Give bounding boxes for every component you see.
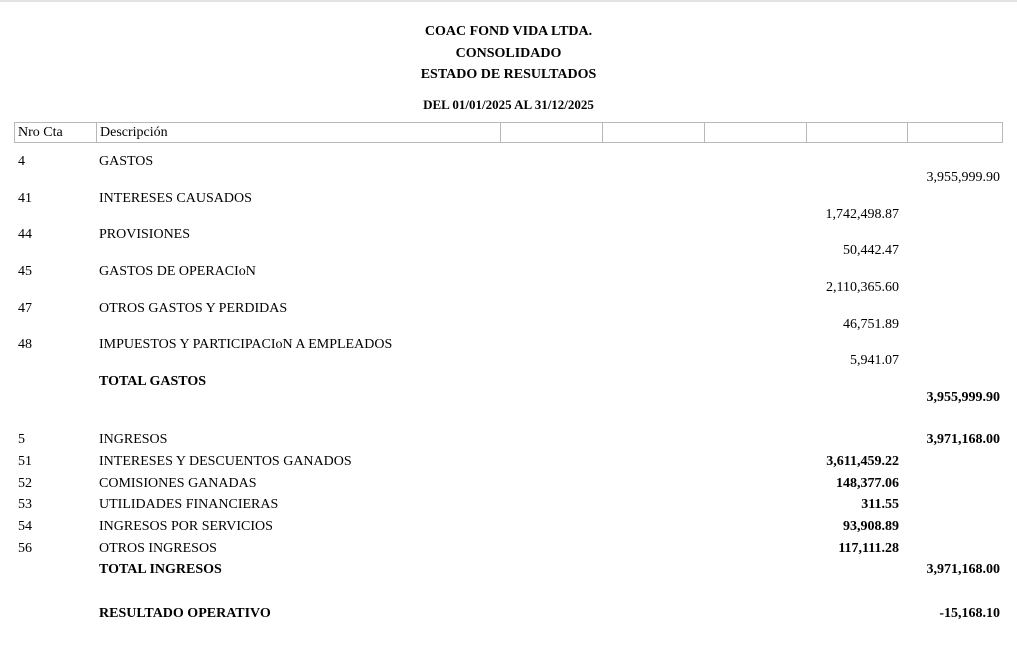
column-empty-1 — [501, 123, 603, 143]
column-header-row — [14, 122, 1003, 143]
account-number: 48 — [18, 337, 32, 352]
report-scope: CONSOLIDADO — [455, 46, 562, 61]
account-number: 4 — [18, 154, 25, 169]
column-description: Descripción — [97, 123, 501, 143]
account-amount: 46,751.89 — [843, 317, 899, 332]
account-amount: 117,111.28 — [838, 541, 899, 556]
account-amount: 3,611,459.22 — [826, 454, 899, 469]
account-number: 5 — [18, 432, 25, 447]
account-number: 44 — [18, 227, 32, 242]
account-number: 47 — [18, 301, 32, 316]
account-description: INGRESOS POR SERVICIOS — [99, 519, 273, 534]
account-number: 45 — [18, 264, 32, 279]
top-border — [0, 0, 1017, 2]
account-description: COMISIONES GANADAS — [99, 476, 257, 491]
account-amount: 5,941.07 — [850, 353, 899, 368]
account-description: INTERESES Y DESCUENTOS GANADOS — [99, 454, 352, 469]
total-label: TOTAL GASTOS — [99, 374, 206, 389]
account-amount: 148,377.06 — [836, 476, 899, 491]
group-total: 3,955,999.90 — [926, 170, 1000, 185]
account-amount: 311.55 — [861, 497, 899, 512]
account-description: OTROS INGRESOS — [99, 541, 217, 556]
account-description: INTERESES CAUSADOS — [99, 191, 252, 206]
account-amount: 50,442.47 — [843, 243, 899, 258]
result-value: -15,168.10 — [939, 606, 1000, 621]
report-title: ESTADO DE RESULTADOS — [420, 67, 597, 82]
total-value: 3,971,168.00 — [926, 562, 1000, 577]
column-empty-4 — [807, 123, 908, 143]
account-number: 51 — [18, 454, 32, 469]
column-empty-2 — [603, 123, 705, 143]
report-period: DEL 01/01/2025 AL 31/12/2025 — [423, 97, 594, 112]
result-label: RESULTADO OPERATIVO — [99, 606, 271, 621]
account-number: 52 — [18, 476, 32, 491]
account-description: UTILIDADES FINANCIERAS — [99, 497, 279, 512]
account-number: 54 — [18, 519, 32, 534]
column-account: Nro Cta — [15, 123, 97, 143]
group-total: 3,971,168.00 — [926, 432, 1000, 447]
company-name: COAC FOND VIDA LTDA. — [424, 24, 593, 39]
total-label: TOTAL INGRESOS — [99, 562, 222, 577]
account-amount: 93,908.89 — [843, 519, 899, 534]
column-empty-5 — [908, 123, 1003, 143]
account-description: GASTOS — [99, 154, 154, 169]
account-amount: 1,742,498.87 — [825, 207, 899, 222]
account-description: INGRESOS — [99, 432, 168, 447]
account-number: 56 — [18, 541, 32, 556]
account-description: OTROS GASTOS Y PERDIDAS — [99, 301, 288, 316]
column-empty-3 — [705, 123, 807, 143]
total-value: 3,955,999.90 — [926, 390, 1000, 405]
account-description: GASTOS DE OPERACIoN — [99, 264, 256, 279]
account-number: 53 — [18, 497, 32, 512]
account-description: IMPUESTOS Y PARTICIPACIoN A EMPLEADOS — [99, 337, 393, 352]
account-amount: 2,110,365.60 — [826, 280, 899, 295]
account-number: 41 — [18, 191, 32, 206]
account-description: PROVISIONES — [99, 227, 191, 242]
